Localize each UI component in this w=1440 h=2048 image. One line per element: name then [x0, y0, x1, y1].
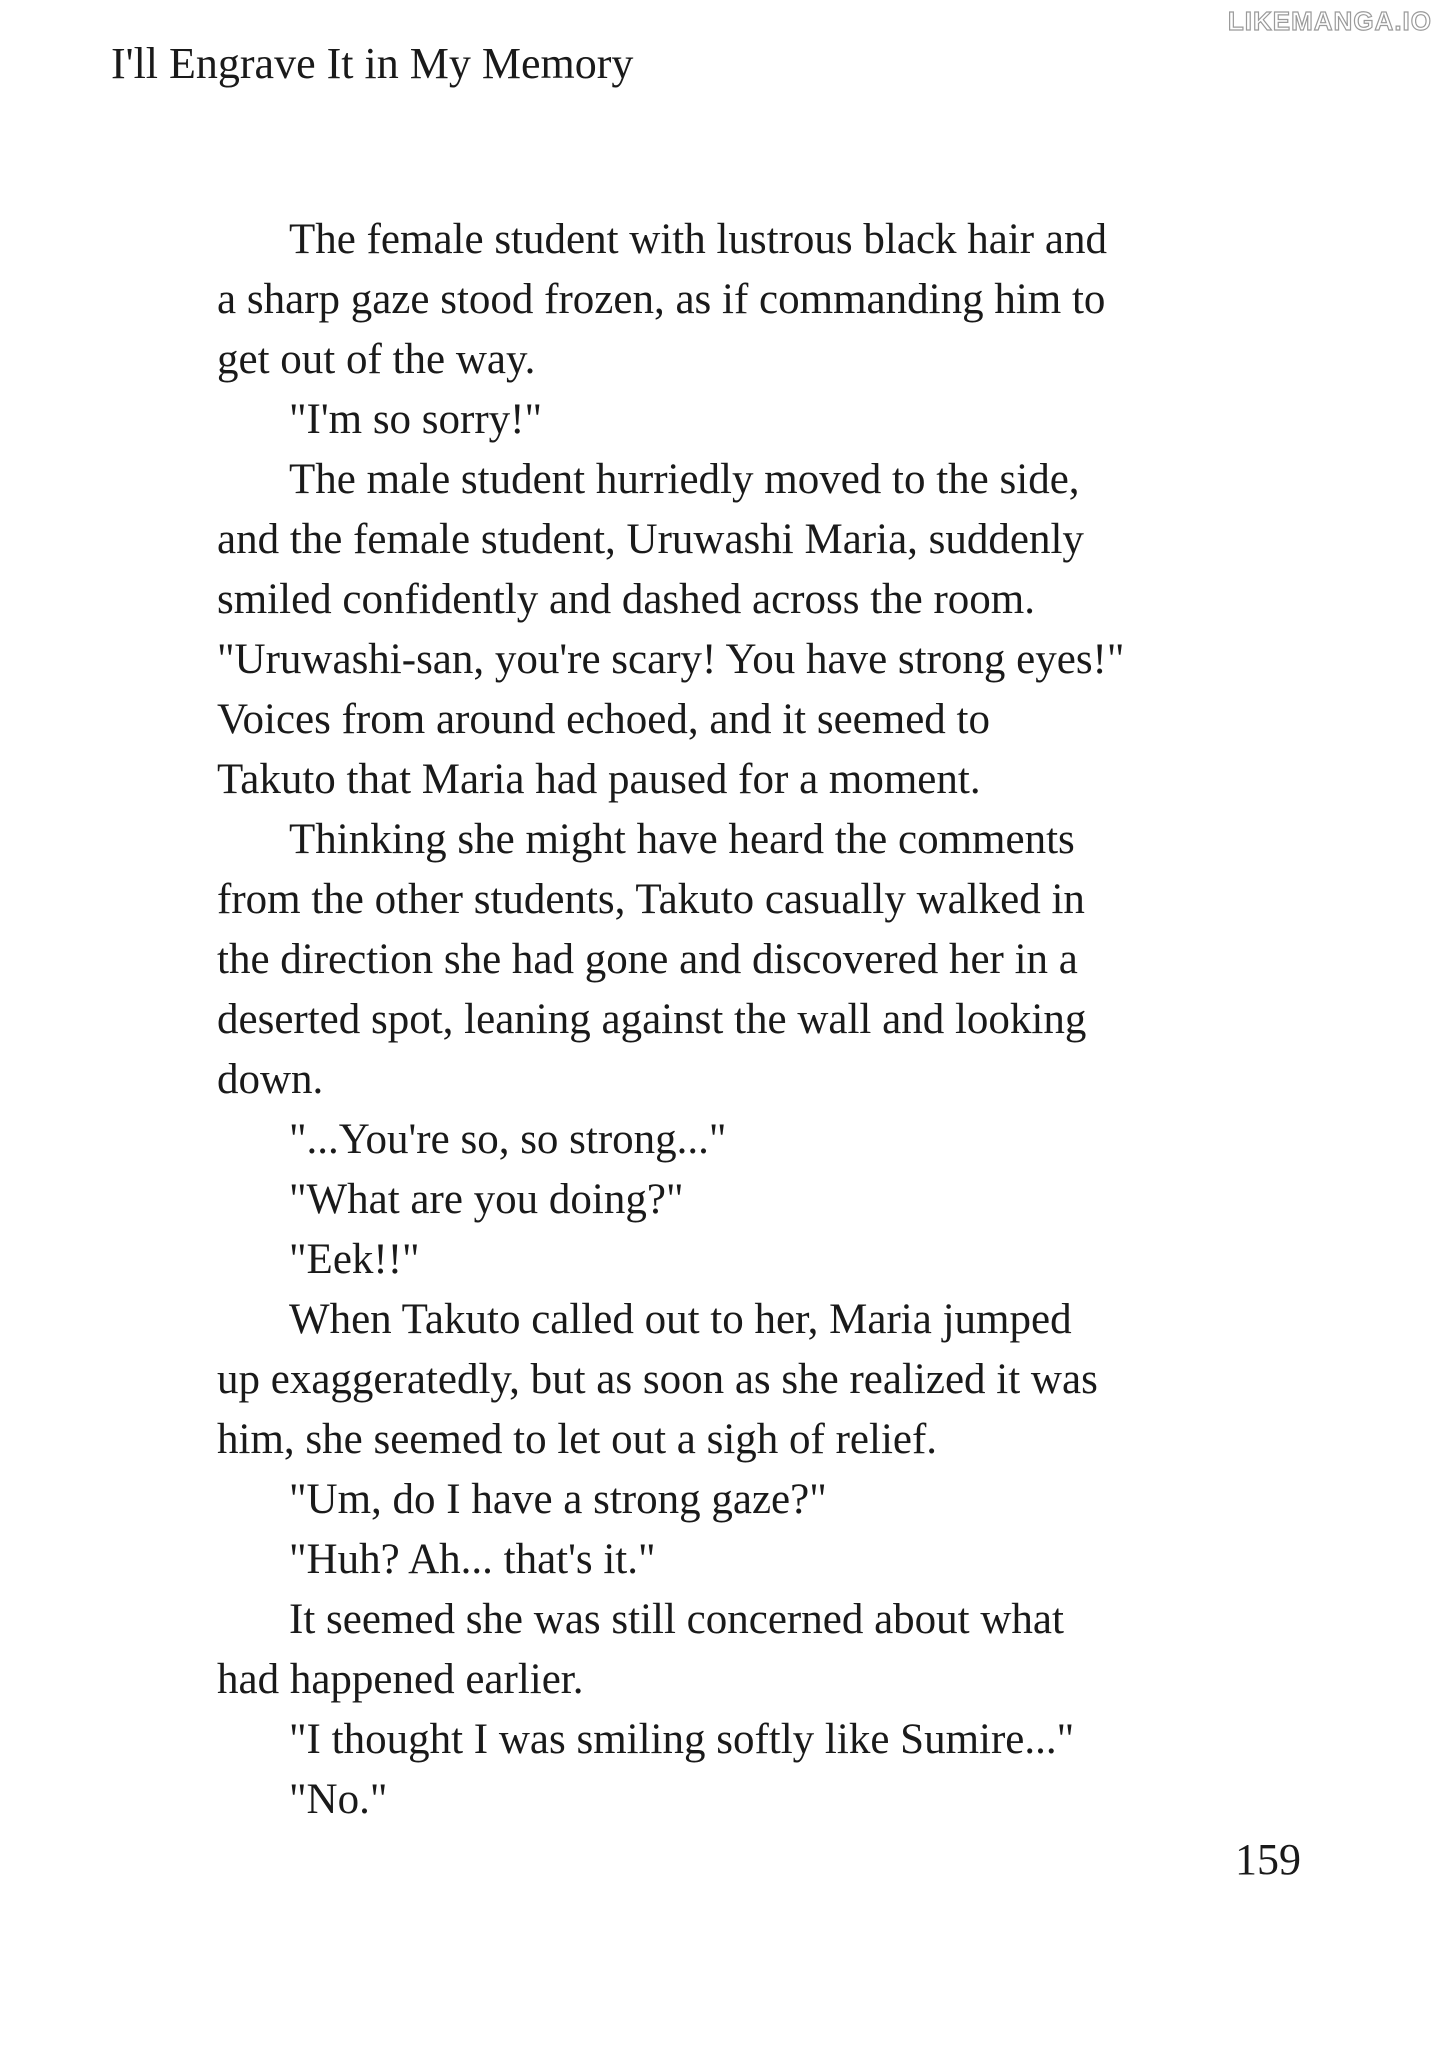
text-line: "Eek!!"	[289, 1236, 420, 1283]
text-line: Voices from around echoed, and it seemed to	[217, 696, 990, 743]
text-line: "Uruwashi-san, you're scary! You have strong eyes!"	[217, 636, 1125, 683]
watermark-logo: LIKEMANGA.IO	[1227, 6, 1432, 36]
running-title: I'll Engrave It in My Memory	[111, 39, 634, 88]
text-line: deserted spot, leaning against the wall and looking	[217, 996, 1087, 1043]
text-line: up exaggeratedly, but as soon as she realized it was	[217, 1356, 1098, 1403]
text-line: "I thought I was smiling softly like Sumire..."	[289, 1716, 1075, 1763]
text-line: had happened earlier.	[217, 1656, 584, 1703]
text-line: smiled confidently and dashed across the room.	[217, 576, 1035, 623]
text-line: Takuto that Maria had paused for a moment.	[217, 756, 981, 803]
text-line: "...You're so, so strong..."	[289, 1116, 727, 1163]
text-line: get out of the way.	[217, 336, 536, 383]
text-line: the direction she had gone and discovered her in a	[217, 936, 1078, 983]
text-line: and the female student, Uruwashi Maria, suddenly	[217, 516, 1084, 563]
text-line: The male student hurriedly moved to the side,	[289, 456, 1080, 503]
text-line: When Takuto called out to her, Maria jumped	[289, 1296, 1072, 1343]
text-line: "I'm so sorry!"	[289, 396, 543, 443]
text-line: "What are you doing?"	[289, 1176, 684, 1223]
page-number: 159	[1235, 1835, 1301, 1884]
text-line: him, she seemed to let out a sigh of relief.	[217, 1416, 938, 1463]
text-line: It seemed she was still concerned about what	[289, 1596, 1064, 1643]
text-line: from the other students, Takuto casually walked in	[217, 876, 1085, 923]
text-line: a sharp gaze stood frozen, as if commanding him to	[217, 276, 1106, 323]
text-line: The female student with lustrous black hair and	[289, 216, 1107, 263]
text-line: down.	[217, 1056, 324, 1103]
text-line: "No."	[289, 1776, 388, 1823]
text-line: Thinking she might have heard the comments	[289, 816, 1075, 863]
text-line: "Huh? Ah... that's it."	[289, 1536, 656, 1583]
body-text	[217, 210, 1227, 1830]
text-line: "Um, do I have a strong gaze?"	[289, 1476, 827, 1523]
